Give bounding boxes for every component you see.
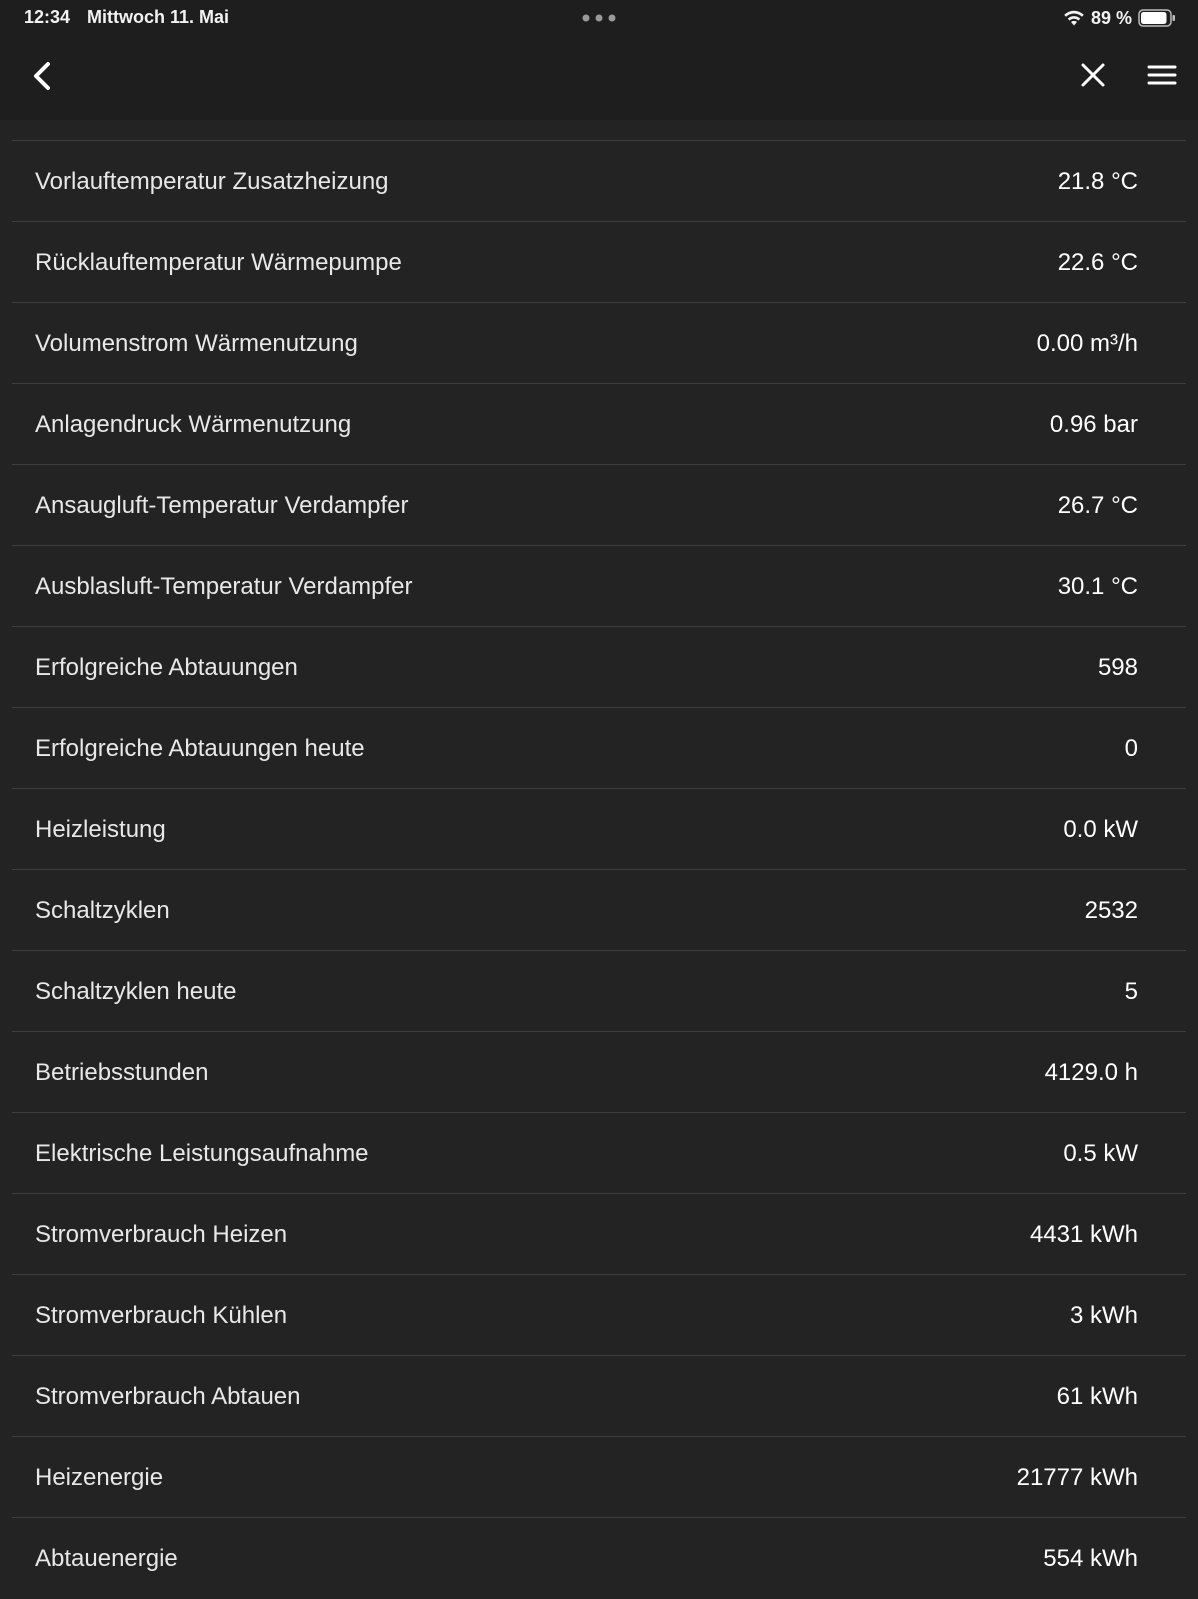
item-value: 554 kWh: [1043, 1545, 1138, 1572]
status-time: 12:34: [24, 7, 71, 27]
item-label: Elektrische Leistungsaufnahme: [35, 1140, 369, 1167]
list-item: [12, 1436, 1186, 1517]
list-item: [12, 869, 1186, 950]
close-icon[interactable]: [1078, 60, 1108, 90]
list-item: [12, 626, 1186, 707]
item-label: Erfolgreiche Abtauungen: [35, 654, 298, 681]
item-value: 4431 kWh: [1029, 1221, 1138, 1248]
item-label: Stromverbrauch Heizen: [35, 1221, 288, 1248]
measurement-list: [12, 140, 1186, 1598]
list-item: [12, 1031, 1186, 1112]
list-item: [12, 383, 1186, 464]
hamburger-menu-icon[interactable]: [1146, 62, 1178, 90]
item-value: 21.8 °C: [1057, 168, 1138, 195]
item-value: 4129.0 h: [1044, 1059, 1138, 1086]
item-value: 2532: [1084, 897, 1138, 924]
list-item: [12, 788, 1186, 869]
status-bar: [0, 0, 1198, 36]
item-value: 30.1 °C: [1057, 573, 1138, 600]
item-label: Abtauenergie: [35, 1545, 178, 1572]
list-item: [12, 545, 1186, 626]
item-label: Vorlauftemperatur Zusatzheizung: [35, 168, 389, 195]
item-label: Erfolgreiche Abtauungen heute: [35, 735, 365, 762]
list-item: [12, 464, 1186, 545]
item-label: Stromverbrauch Abtauen: [35, 1383, 301, 1410]
list-item: [12, 950, 1186, 1031]
item-label: Stromverbrauch Kühlen: [35, 1302, 288, 1329]
item-value: 0: [1124, 735, 1138, 762]
item-label: Heizleistung: [35, 816, 166, 843]
item-value: 0.0 kW: [1063, 816, 1138, 843]
battery-icon: [1138, 9, 1176, 27]
item-value: 598: [1097, 654, 1138, 681]
battery-percent: 89 %: [1090, 7, 1132, 28]
wifi-icon: [1063, 9, 1085, 27]
item-value: 0.96 bar: [1049, 411, 1138, 438]
item-label: Schaltzyklen heute: [35, 978, 237, 1005]
item-value: 21777 kWh: [1016, 1464, 1138, 1491]
multitasking-dots-icon[interactable]: [582, 14, 616, 22]
list-item: [12, 1274, 1186, 1355]
list-item: [12, 140, 1186, 221]
list-item: [12, 707, 1186, 788]
chevron-left-icon[interactable]: [26, 56, 58, 96]
item-label: Anlagendruck Wärmenutzung: [35, 411, 352, 438]
status-date: Mittwoch 11. Mai: [87, 7, 230, 27]
list-item: [12, 1355, 1186, 1436]
item-value: 3 kWh: [1069, 1302, 1138, 1329]
item-value: 22.6 °C: [1057, 249, 1138, 276]
item-label: Volumenstrom Wärmenutzung: [35, 330, 358, 357]
item-value: 5: [1124, 978, 1138, 1005]
item-label: Ausblasluft-Temperatur Verdampfer: [35, 573, 413, 600]
list-item: [12, 221, 1186, 302]
list-item: [12, 1193, 1186, 1274]
list-item: [12, 302, 1186, 383]
item-value: 61 kWh: [1056, 1383, 1138, 1410]
item-value: 0.5 kW: [1063, 1140, 1138, 1167]
item-label: Ansaugluft-Temperatur Verdampfer: [35, 492, 409, 519]
item-label: Schaltzyklen: [35, 897, 170, 924]
item-value: 0.00 m³/h: [1036, 330, 1138, 357]
status-right: [1063, 6, 1176, 30]
nav-bar: [0, 36, 1198, 120]
list-item: [12, 1517, 1186, 1598]
item-value: 26.7 °C: [1057, 492, 1138, 519]
list-item: [12, 1112, 1186, 1193]
item-label: Betriebsstunden: [35, 1059, 209, 1086]
item-label: Heizenergie: [35, 1464, 164, 1491]
item-label: Rücklauftemperatur Wärmepumpe: [35, 249, 402, 276]
